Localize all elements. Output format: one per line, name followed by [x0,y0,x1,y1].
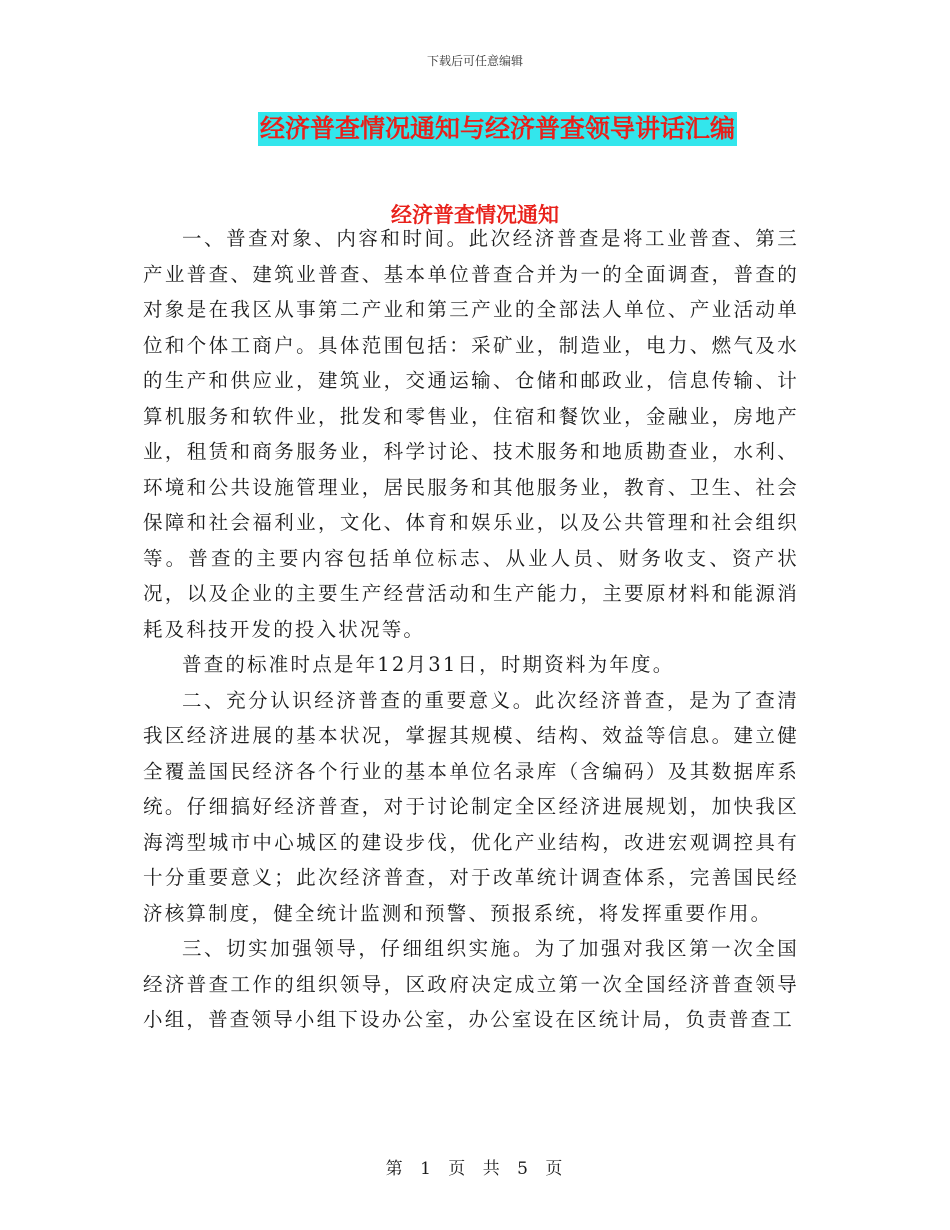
page-header-note: 下载后可任意编辑 [426,54,523,68]
section-title: 经济普查情况通知 [391,202,559,227]
document-title: 经济普查情况通知与经济普查领导讲话汇编 [258,112,737,146]
paragraph: 三、切实加强领导，仔细组织实施。为了加强对我区第一次全国经济普查工作的组织领导，区政府决定成立第一次全国经济普查领导小组，普查领导小组下设办公室，办公室设在区统计局，负责普查工 [143,937,799,1031]
paragraph: 普查的标准时点是年12月31日，时期资料为年度。 [182,653,675,676]
paragraph: 一、普查对象、内容和时间。此次经济普查是将工业普查、第三产业普查、建筑业普查、基本单位普查合并为一的全面调查，普查的对象是在我区从事第二产业和第三产业的全部法人单位、产业活动单位和个体工商户。具体范围包括：采矿业，制造业，电力、燃气及水的生产和供应业，建筑业，交通运输、仓储和邮政业，信息传输、计算机服务和软件业，批发和零售业，住宿和餐饮业，金融业，房地产业，租赁和商务服务业，科学讨论、技术服务和地质勘查业，水利、环境和公共设施管理业，居民服务和其他服务业，教育、卫生、社会保障和社会福利业，文化、体育和娱乐业，以及公共管理和社会组织等。普查的主要内容包括单位标志、从业人员、财务收支、资产状况，以及企业的主要生产经营活动和生产能力，主要原材料和能源消耗及科技开发的投入状况等。 [143,227,799,641]
document-title-container [0,112,950,146]
page-number: 第 1 页 共 5 页 [385,1159,565,1179]
paragraph: 二、充分认识经济普查的重要意义。此次经济普查，是为了查清我区经济进展的基本状况，掌握其规模、结构、效益等信息。建立健全覆盖国民经济各个行业的基本单位名录库（含编码）及其数据库系统。仔细搞好经济普查，对于讨论制定全区经济进展规划，加快我区海湾型城市中心城区的建设步伐，优化产业结构，改进宏观调控具有十分重要意义；此次经济普查，对于改革统计调查体系，完善国民经济核算制度，健全统计监测和预警、预报系统，将发挥重要作用。 [143,688,799,925]
document-body [143,221,799,1038]
